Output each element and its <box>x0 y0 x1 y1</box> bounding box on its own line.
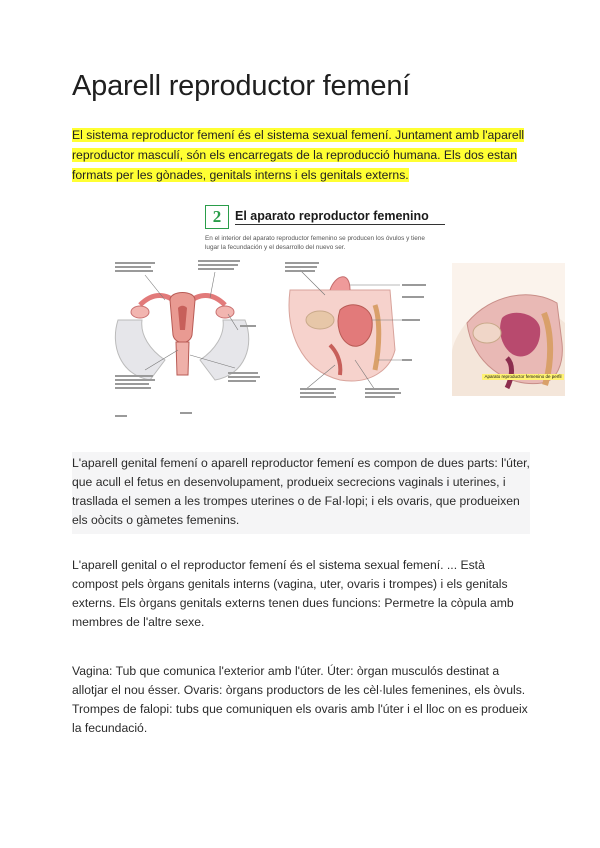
paragraph-parts: L'aparell genital femení o aparell reproductor femení es compon de dues parts: l'úter, que acull el fetus en desenvolupament, produeix secrecions vaginals i uterines, i trasllada el semen a les trompes uterines o de Fal·lopi; i els ovaris, que produeixen els oòcits o gàmetes femenins. <box>72 452 530 534</box>
highlighted-text: El sistema reproductor femení és el sistema sexual femení. Juntament amb l'aparell reproductor masculí, són els encarregats de la reproducció humana. Els dos estan formats per les gònades, genitals interns i els genitals externs. <box>72 128 525 182</box>
photo-caption: Aparato reproductor femenino de perfil <box>482 374 564 380</box>
frontal-view-illustration <box>115 260 260 417</box>
reproductive-diagram <box>110 250 430 425</box>
side-view-illustration <box>285 262 426 398</box>
figure-heading <box>205 205 445 229</box>
paragraph-definitions: Vagina: Tub que comunica l'exterior amb l'úter. Úter: òrgan musculós destinat a allotjar el nou ésser. Ovaris: òrgans productors de les cèl·lules femenines, els òvuls. Trompes de falopi: tubs que comuniquen els ovaris amb l'úter i el lloc on es produeix la fecundació. <box>72 664 528 735</box>
paragraph-organs: L'aparell genital o el reproductor femení és el sistema sexual femení. ... Està compost pels òrgans genitals interns (vagina, uter, ovaris i trompes) i els genitals externs. Els òrgans genitals externs tenen dues funcions: Permetre la còpula amb membres de l'altre sexe. <box>72 558 514 629</box>
figure-title: El aparato reproductor femenino <box>235 209 445 225</box>
page-title: Aparell reproductor femení <box>72 70 411 102</box>
figure-number: 2 <box>205 205 229 229</box>
figure-subtitle: En el interior del aparato reproductor femenino se producen los óvulos y tiene lugar la fecundación y el desarrollo del nuevo ser. <box>205 235 425 251</box>
anatomy-figure <box>110 205 430 425</box>
intro-paragraph <box>72 125 542 185</box>
